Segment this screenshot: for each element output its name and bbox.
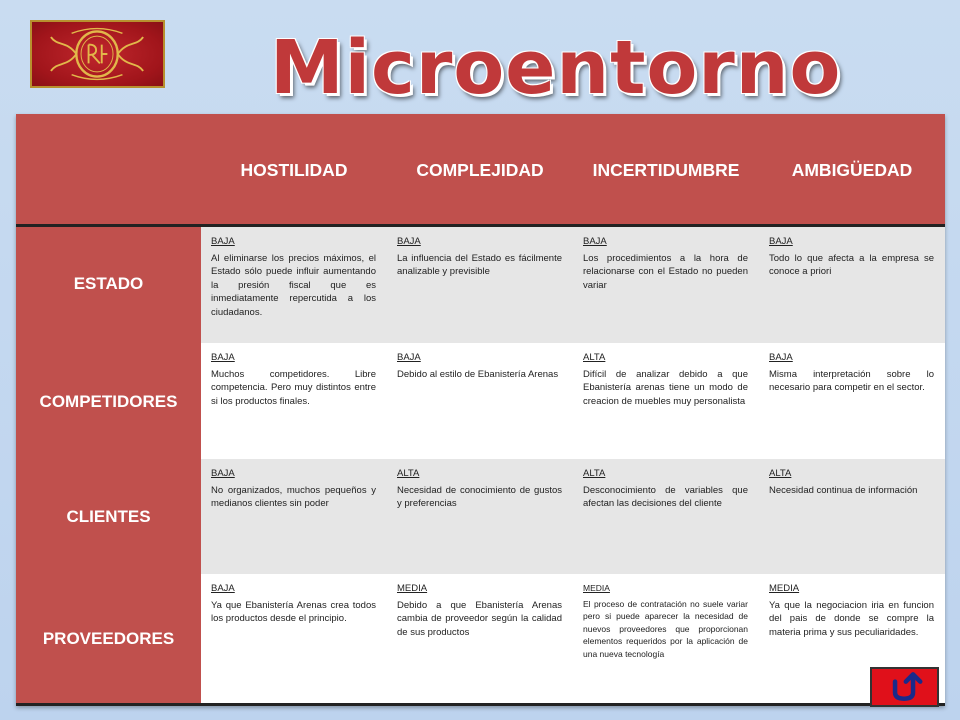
cell-level: MEDIA	[397, 583, 428, 594]
table-cell	[397, 351, 562, 381]
cell-level: MEDIA	[583, 583, 610, 593]
table-cell	[769, 582, 934, 639]
cell-level: BAJA	[211, 468, 235, 479]
cell-level: ALTA	[583, 352, 606, 363]
table-row-clientes	[201, 459, 945, 574]
row-label-competidores: COMPETIDORES	[39, 392, 178, 411]
return-arrow-icon	[872, 669, 937, 705]
page-title: Microentorno	[270, 25, 842, 111]
cell-description: Al eliminarse los precios máximos, el Estado sólo puede influir aumentando la presión fiscal que es inmediatamente repercutida a los ciudadanos.	[211, 252, 376, 318]
table-cell	[211, 235, 376, 319]
cell-description: Ya que la negociacion iria en funcion del pais de donde se compre la materia prima y sus peculiaridades.	[769, 599, 934, 638]
cell-level: ALTA	[769, 468, 792, 479]
column-header-incertidumbre: INCERTIDUMBRE	[592, 160, 740, 180]
cell-level: BAJA	[583, 236, 607, 247]
cell-level: BAJA	[769, 352, 793, 363]
table-cell	[583, 467, 748, 511]
table-cell	[211, 467, 376, 511]
cell-level: BAJA	[769, 236, 793, 247]
cell-description: No organizados, muchos pequeños y medianos clientes sin poder	[211, 484, 376, 509]
cell-description: Necesidad continua de información	[769, 484, 918, 496]
cell-description: El proceso de contratación no suele variar pero si puede aparecer la necesidad de nuevos proveedores que proporcionan elementos requeridos por la aplicación de una nueva tecnología	[583, 598, 748, 659]
table-cell	[211, 351, 376, 408]
table-row-competidores	[201, 343, 945, 459]
cell-description: Los procedimientos a la hora de relacionarse con el Estado no pueden variar	[583, 252, 748, 291]
cell-description: La influencia del Estado es fácilmente analizable y previsible	[397, 252, 562, 277]
row-label-clientes: CLIENTES	[66, 507, 151, 526]
cell-description: Debido al estilo de Ebanistería Arenas	[397, 368, 559, 380]
table-cell	[397, 582, 562, 639]
table-row-estado	[201, 227, 945, 343]
row-label-proveedores: PROVEEDORES	[42, 629, 175, 648]
cell-description: Difícil de analizar debido a que Ebanistería arenas tiene un modo de creacion de muebles muy personalista	[583, 368, 748, 407]
cell-level: BAJA	[397, 352, 421, 363]
crest-logo-graphic	[32, 22, 163, 86]
table-cell	[583, 582, 748, 660]
cell-description: Debido a que Ebanistería Arenas cambia de proveedor según la calidad de sus productos	[397, 599, 562, 638]
column-header-ambiguedad: AMBIGÜEDAD	[791, 160, 913, 180]
table-cell	[397, 467, 562, 511]
cell-description: Ya que Ebanistería Arenas crea todos los productos desde el principio.	[211, 599, 376, 624]
column-header-hostilidad: HOSTILIDAD	[240, 160, 348, 180]
cell-level: ALTA	[583, 468, 606, 479]
table-cell	[769, 351, 934, 395]
cell-description: Todo lo que afecta a la empresa se conoce a priori	[769, 252, 934, 277]
column-header-complejidad: COMPLEJIDAD	[416, 160, 544, 180]
cell-level: BAJA	[211, 236, 235, 247]
table-cell	[769, 235, 934, 279]
table-row-proveedores	[201, 574, 945, 703]
table-cell	[211, 582, 376, 626]
cell-level: MEDIA	[769, 583, 800, 594]
table-cell	[397, 235, 562, 279]
cell-description: Necesidad de conocimiento de gustos y preferencias	[397, 484, 562, 509]
table-bottom-border	[16, 703, 945, 706]
table-header-row	[16, 114, 945, 227]
cell-level: BAJA	[211, 352, 235, 363]
row-label-column	[16, 227, 201, 706]
cell-level: BAJA	[211, 583, 235, 594]
crest-logo-icon	[30, 20, 165, 88]
microentorno-table	[16, 114, 945, 706]
cell-description: Muchos competidores. Libre competencia. Pero muy distintos entre si los productos finales.	[211, 368, 376, 407]
return-button[interactable]	[870, 667, 939, 707]
cell-level: BAJA	[397, 236, 421, 247]
cell-description: Desconocimiento de variables que afectan las decisiones del cliente	[583, 484, 748, 509]
table-cell	[583, 235, 748, 292]
cell-level: ALTA	[397, 468, 420, 479]
row-label-estado: ESTADO	[73, 274, 144, 293]
table-cell	[583, 351, 748, 408]
table-cell	[769, 467, 934, 497]
cell-description: Misma interpretación sobre lo necesario para competir en el sector.	[769, 368, 934, 393]
